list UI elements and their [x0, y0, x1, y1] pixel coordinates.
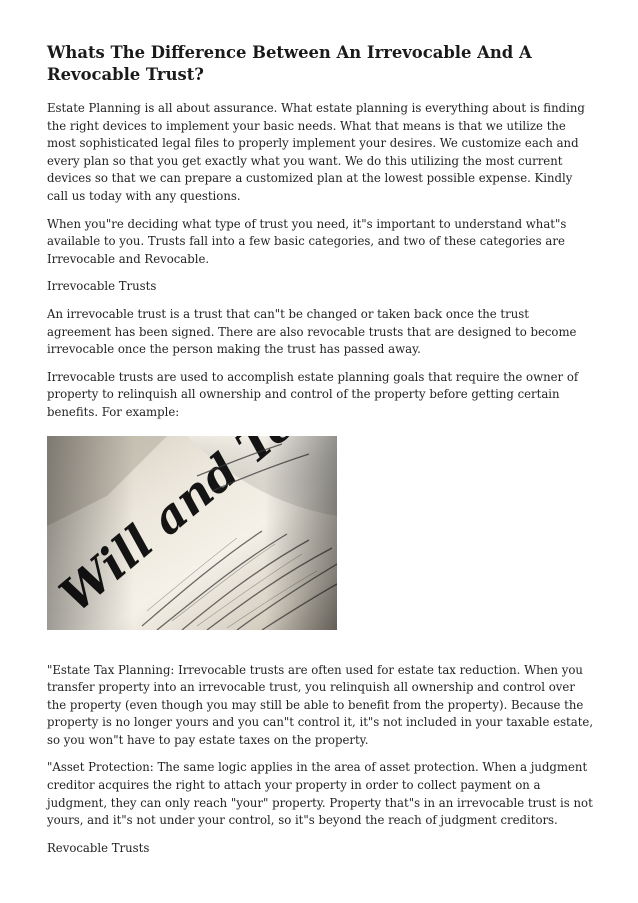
irrevocable-definition-paragraph: An irrevocable trust is a trust that can"t be changed or taken back once the trust agreement has been signed. There are also revocable trusts that are designed to become irrevocable once the person making the trust has passed away.	[47, 306, 577, 357]
page-title: Whats The Difference Between An Irrevocable And A Revocable Trust?	[47, 43, 532, 84]
asset-protection-paragraph: "Asset Protection: The same logic applies in the area of asset protection. When a judgment creditor acquires the right to attach your property in order to collect payment on a judgment, they can only reach "your" property. Property that"s in an irrevocable trust is not yours, and it"s not under your control, so it"s beyond the reach of judgment creditors.	[47, 760, 593, 828]
will-and-testament-photo	[47, 436, 337, 630]
document-page	[47, 42, 595, 867]
section-heading-revocable: Revocable Trusts	[47, 840, 150, 855]
irrevocable-goals-paragraph: Irrevocable trusts are used to accomplish estate planning goals that require the owner of property to relinquish all ownership and control of the property before getting certain benefits. For example:	[47, 369, 579, 419]
section-heading-irrevocable: Irrevocable Trusts	[47, 279, 157, 294]
intro-paragraph: Estate Planning is all about assurance. What estate planning is everything about is finding the right devices to implement your basic needs. What that means is that we utilize the most sophisticated legal files to properly implement your desires. We customize each and every plan so that you get exactly what you want. We do this utilizing the most current devices so that we can prepare a customized plan at the lowest possible expense. Kindly call us today with any questions.	[47, 101, 585, 203]
estate-tax-paragraph: "Estate Tax Planning: Irrevocable trusts are often used for estate tax reduction. When you transfer property into an irrevocable trust, you relinquish all ownership and control over the property (even though you may still be able to benefit from the property). Because the property is no longer yours and you can"t control it, it"s not included in your taxable estate, so you won"t have to pay estate taxes on the property.	[47, 662, 594, 747]
trust-types-paragraph: When you"re deciding what type of trust you need, it"s important to understand what"s available to you. Trusts fall into a few basic categories, and two of these categories are Irrevocable and Revocable.	[47, 216, 567, 266]
